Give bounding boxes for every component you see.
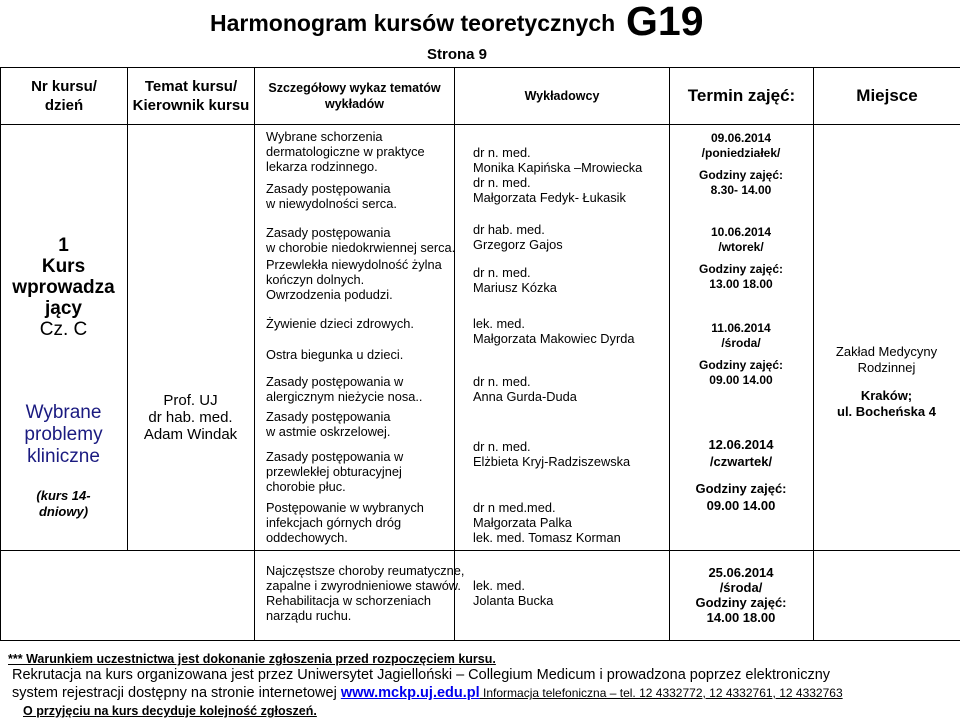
header-temat: Temat kursu/ Kierownik kursu — [128, 68, 255, 125]
course-manager: Prof. UJ dr hab. med. Adam Windak — [143, 392, 238, 443]
manager-cell — [128, 125, 255, 551]
lecturer-item: dr n. med. Elżbieta Kryj-Radziszewska — [473, 439, 631, 469]
lecturer-item: dr hab. med. Grzegorz Gajos — [473, 222, 563, 252]
topic-item: Postępowanie w wybranych infekcjach górnych dróg oddechowych. — [266, 500, 424, 545]
lecturer-item: dr n med.med. Małgorzata Palka lek. med. Tomasz Korman — [473, 500, 621, 545]
term-item: 25.06.2014 /środa/ Godziny zajęć: 14.00 18.00 — [695, 565, 787, 625]
course-duration: (kurs 14- dniowy) — [36, 488, 91, 519]
place-info: Zakład Medycyny Rodzinnej Kraków; ul. Bocheńska 4 — [835, 344, 938, 419]
term-item: 09.06.2014 /poniedziałek/ Godziny zajęć: 8.30- 14.00 — [698, 131, 784, 197]
topic-item: Przewlekła niewydolność żylna kończyn dolnych. Owrzodzenia podudzi. — [266, 257, 442, 302]
topic-item: Ostra biegunka u dzieci. — [266, 347, 404, 362]
topic-item: Zasady postępowania w niewydolności serca. — [266, 181, 397, 211]
document-title — [0, 0, 960, 46]
header-termin: Termin zajęć: — [670, 68, 814, 125]
lecturer-item: dr n. med. Monika Kapińska –Mrowiecka dr n. med. Małgorzata Fedyk- Łukasik — [473, 145, 643, 205]
header-wykladowcy: Wykładowcy — [455, 68, 670, 125]
course-topic: Wybrane problemy kliniczne — [24, 402, 103, 467]
topic-item: Najczęstsze choroby reumatyczne, zapalne i zwyrodnieniowe stawów. Rehabilitacja w schorzeniach narządu ruchu. — [266, 563, 465, 623]
title-main: Harmonogram kursów teoretycznych — [210, 10, 616, 36]
lecturer-item: lek. med. Jolanta Bucka — [473, 578, 554, 608]
topic-item: Zasady postępowania w przewlekłej obturacyjnej chorobie płuc. — [266, 449, 404, 494]
website-link[interactable]: www.mckp.uj.edu.pl — [340, 685, 480, 701]
title-code: G19 — [626, 0, 704, 44]
footer-line-1: *** Warunkiem uczestnictwa jest dokonanie zgłoszenia przed rozpoczęciem kursu. — [8, 652, 496, 666]
topic-item: Żywienie dzieci zdrowych. — [266, 316, 414, 331]
place-cell — [814, 125, 960, 551]
header-nr: Nr kursu/ dzień — [1, 68, 128, 125]
term-item: 12.06.2014 /czwartek/ Godziny zajęć: 09.00 14.00 — [695, 437, 787, 513]
header-wykaz: Szczegółowy wykaz tematów wykładów — [255, 68, 455, 125]
term-item: 11.06.2014 /środa/ Godziny zajęć: 09.00 14.00 — [698, 321, 784, 387]
topic-item: Wybrane schorzenia dermatologiczne w praktyce lekarza rodzinnego. — [266, 129, 425, 174]
term-item: 10.06.2014 /wtorek/ Godziny zajęć: 13.00 18.00 — [698, 225, 784, 291]
topic-item: Zasady postępowania w alergicznym nieżycie nosa.. — [266, 374, 423, 404]
topic-item: Zasady postępowania w chorobie niedokrwiennej serca. — [266, 225, 456, 255]
footer-line-2: Rekrutacja na kurs organizowana jest przez Uniwersytet Jagielloński – Collegium Medicum i prowadzona poprzez elektroniczny — [12, 667, 831, 683]
page-number: Strona 9 — [427, 46, 488, 63]
lecturer-item: lek. med. Małgorzata Makowiec Dyrda — [473, 316, 635, 346]
topic-item: Zasady postępowania w astmie oskrzelowej. — [266, 409, 391, 439]
header-row — [1, 68, 960, 125]
header-miejsce: Miejsce — [814, 68, 960, 125]
footer-line-3: system rejestracji dostępny na stronie internetowej www.mckp.uj.edu.pl Informacja telefoniczna – tel. 12 4332772, 12 4332761, 12 4332763 — [12, 685, 843, 701]
course-number: 1 Kurs wprowadza jący Cz. C — [12, 235, 115, 340]
lecturer-item: dr n. med. Anna Gurda-Duda — [473, 374, 577, 404]
footer-line-4: O przyjęciu na kurs decyduje kolejność zgłoszeń. — [23, 704, 317, 718]
lecturer-item: dr n. med. Mariusz Kózka — [473, 265, 557, 295]
